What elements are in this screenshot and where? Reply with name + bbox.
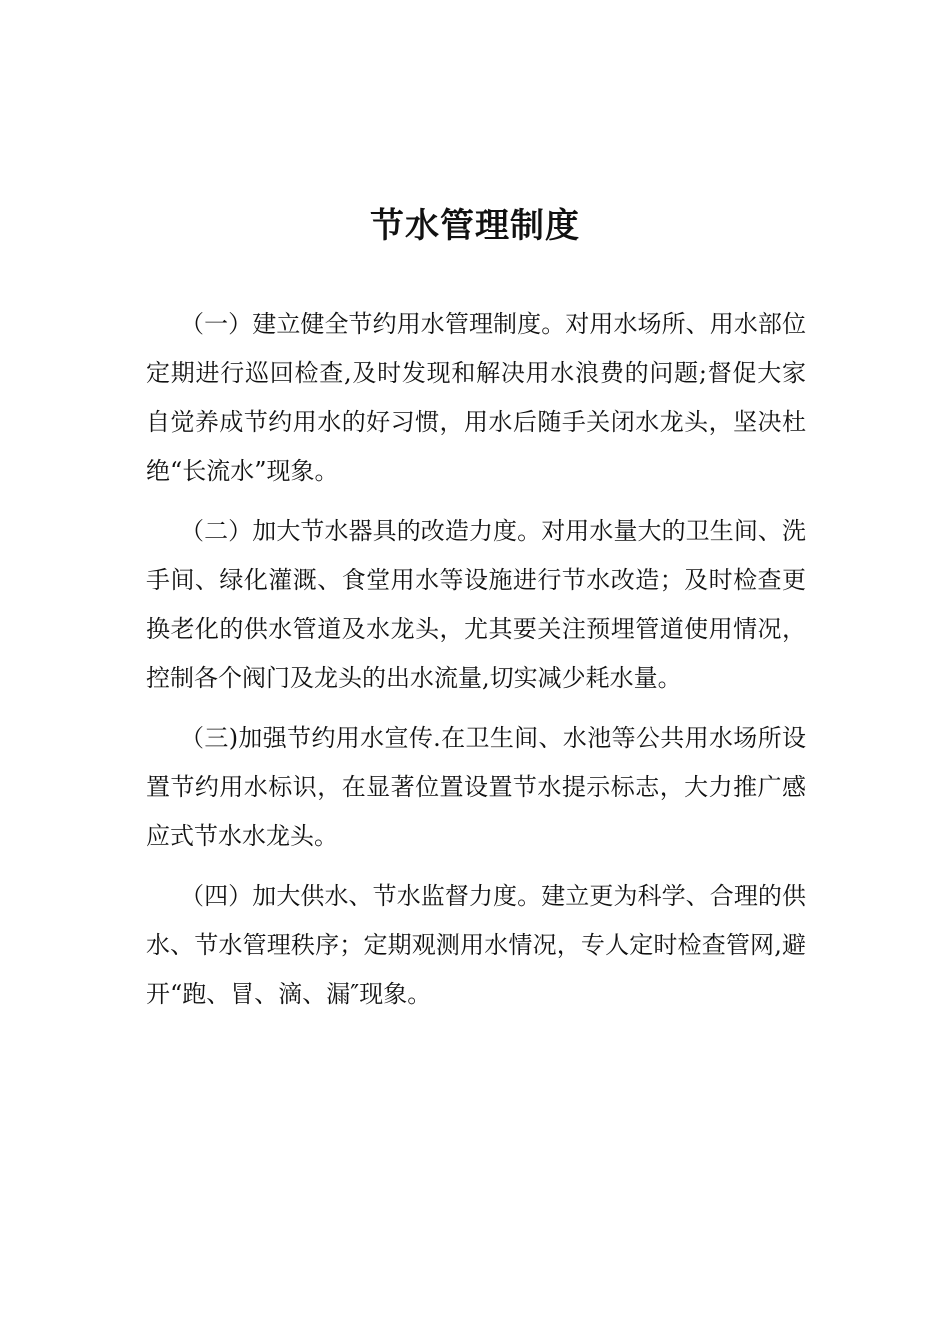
document-title: 节水管理制度 — [370, 206, 580, 246]
paragraph-1: （一）建立健全节约用水管理制度。对用水场所、用水部位定期进行巡回检查,及时发现和解决用水浪费的问题;督促大家自觉养成节约用水的好习惯，用水后随手关闭水龙头，坚决杜绝“长流水”现象。 — [146, 310, 806, 485]
paragraph-2: （二）加大节水器具的改造力度。对用水量大的卫生间、洗手间、绿化灌溉、食堂用水等设施进行节水改造；及时检查更换老化的供水管道及水龙头，尤其要关注预埋管道使用情况，控制各个阀门及龙头的出水流量,切实减少耗水量。 — [146, 517, 806, 692]
paragraph-3: （三)加强节约用水宣传.在卫生间、水池等公共用水场所设置节约用水标识，在显著位置设置节水提示标志，大力推广感应式节水水龙头。 — [146, 724, 806, 850]
document-body — [146, 300, 806, 1030]
paragraph-4: （四）加大供水、节水监督力度。建立更为科学、合理的供水、节水管理秩序；定期观测用水情况，专人定时检查管网,避开“跑、冒、滴、漏″现象。 — [146, 882, 806, 1008]
